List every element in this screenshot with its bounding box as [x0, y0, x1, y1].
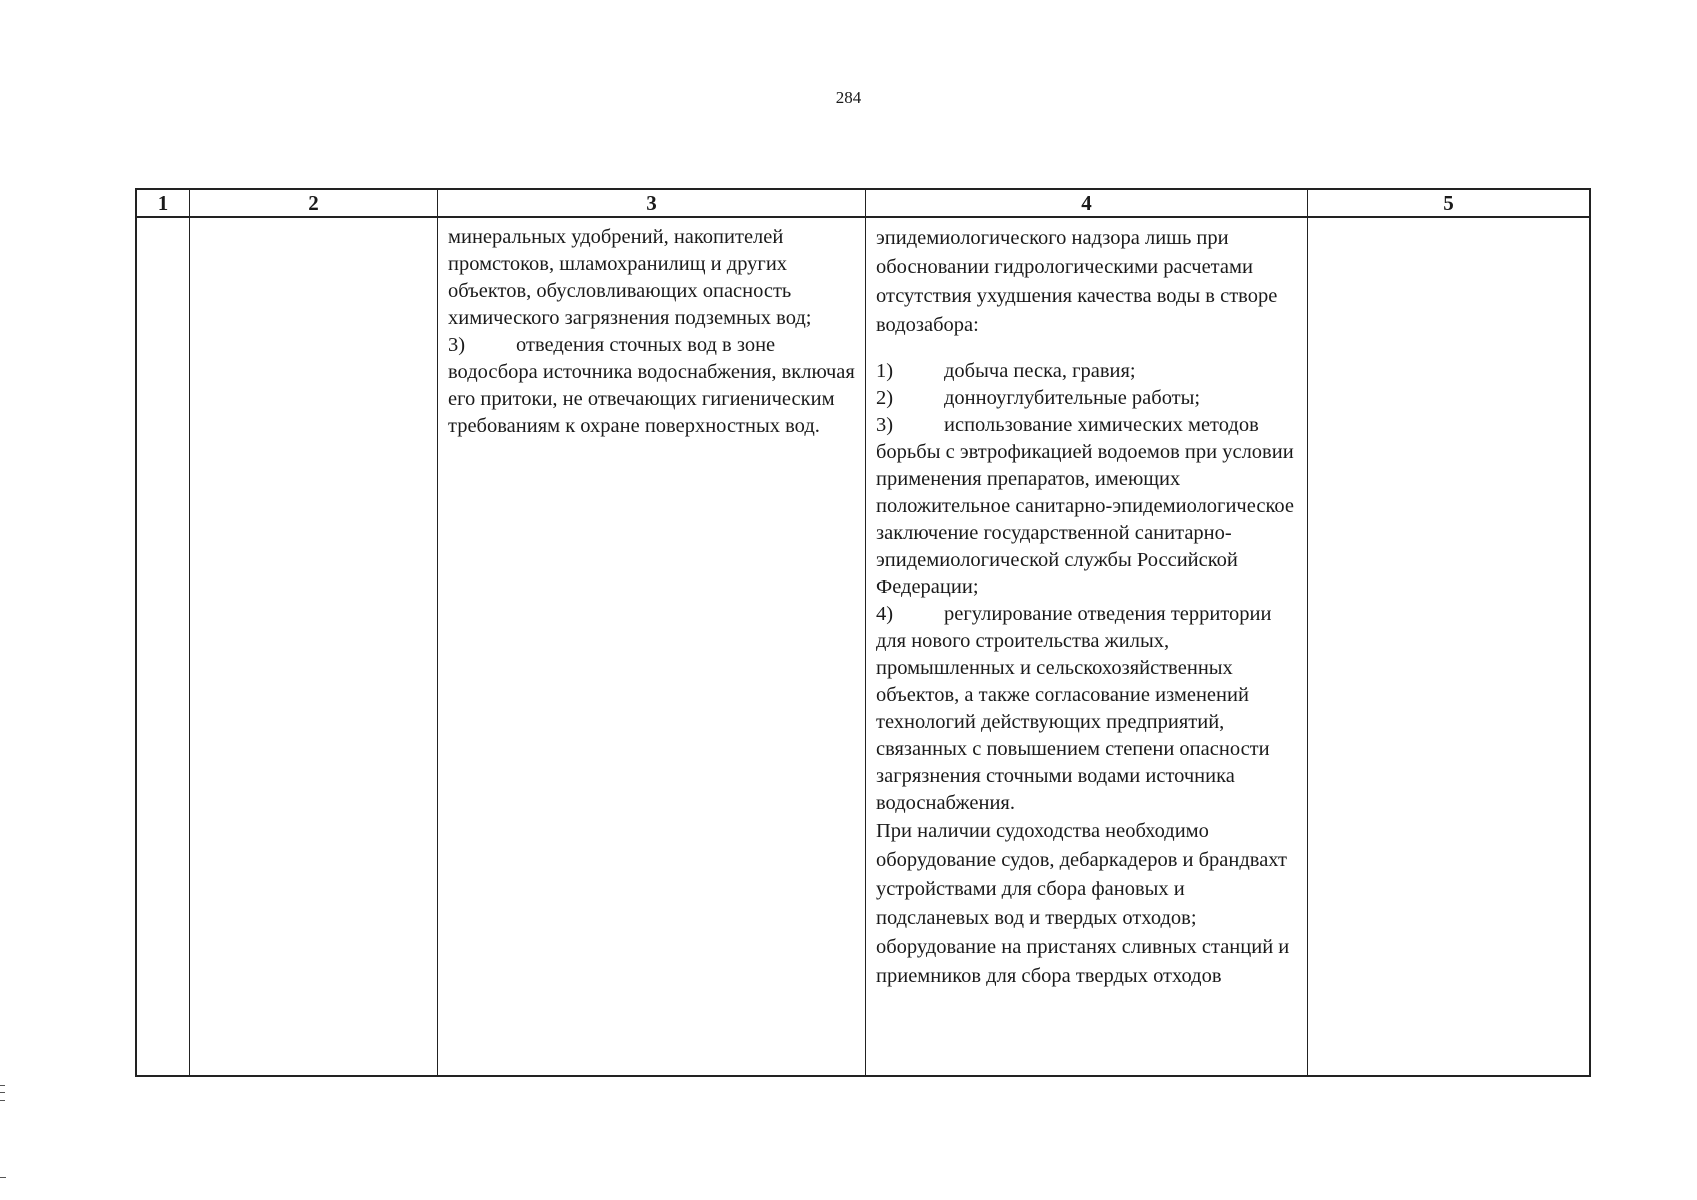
col4-tail-paragraph: При наличии судоходства необходимо оборудование судов, дебаркадеров и брандвахт устройствами для сбора фановых и подсланевых вод и твердых отходов; оборудование на пристанях сливных станций и приемников для сбора твердых отходов — [876, 820, 1290, 987]
col4-item-number: 2) — [876, 387, 894, 409]
col4-intro: эпидемиологического надзора лишь при обосновании гидрологическими расчетами отсутствия ухудшения качества воды в створе водозабора: — [876, 227, 1278, 336]
cell-col-4 — [866, 218, 1308, 1075]
margin-dash — [0, 1177, 6, 1178]
col4-item-text: добыча песка, гравия; — [944, 360, 1136, 382]
col4-item-number: 4) — [876, 603, 894, 625]
cell-col-5 — [1308, 218, 1589, 1075]
col4-list-item — [876, 412, 1297, 601]
cell-col-2 — [190, 218, 438, 1075]
col3-item-number: 3) — [448, 334, 466, 356]
col4-list-item — [876, 358, 1297, 385]
col3-item-text: отведения сточных вод в зоне водосбора источника водоснабжения, включая его притоки, не отвечающих гигиеническим требованиям к охране поверхностных вод. — [448, 334, 855, 437]
column-header-4: 4 — [866, 190, 1308, 218]
column-header-5: 5 — [1308, 190, 1589, 218]
column-header-1: 1 — [137, 190, 190, 218]
col4-item-text: регулирование отведения территории для нового строительства жилых, промышленных и сельскохозяйственных объектов, а также согласование изменений технологий действующих предприятий, связанных с повышением степени опасности загрязнения сточными водами источника водоснабжения. — [876, 603, 1272, 814]
col3-list-item — [448, 332, 855, 440]
col4-list-item — [876, 601, 1297, 817]
col4-item-text: использование химических методов борьбы с эвтрофикацией водоемов при условии применения препаратов, имеющих положительное санитарно-эпидемиологическое заключение государственной санитарно-эпидемиологической службы Российской Федерации; — [876, 414, 1294, 598]
col4-list-item — [876, 385, 1297, 412]
document-table — [135, 188, 1591, 1077]
col4-item-number: 3) — [876, 414, 894, 436]
column-header-2: 2 — [190, 190, 438, 218]
col4-item-number: 1) — [876, 360, 894, 382]
page-number: 284 — [835, 88, 862, 107]
cell-col-1 — [137, 218, 190, 1075]
col4-item-text: донноуглубительные работы; — [944, 387, 1201, 409]
column-header-3: 3 — [438, 190, 866, 218]
col3-paragraph: минеральных удобрений, накопителей промстоков, шламохранилищ и других объектов, обусловливающих опасность химического загрязнения подземных вод; — [448, 226, 812, 329]
cell-col-3 — [438, 218, 866, 1075]
margin-mark — [0, 1085, 5, 1101]
